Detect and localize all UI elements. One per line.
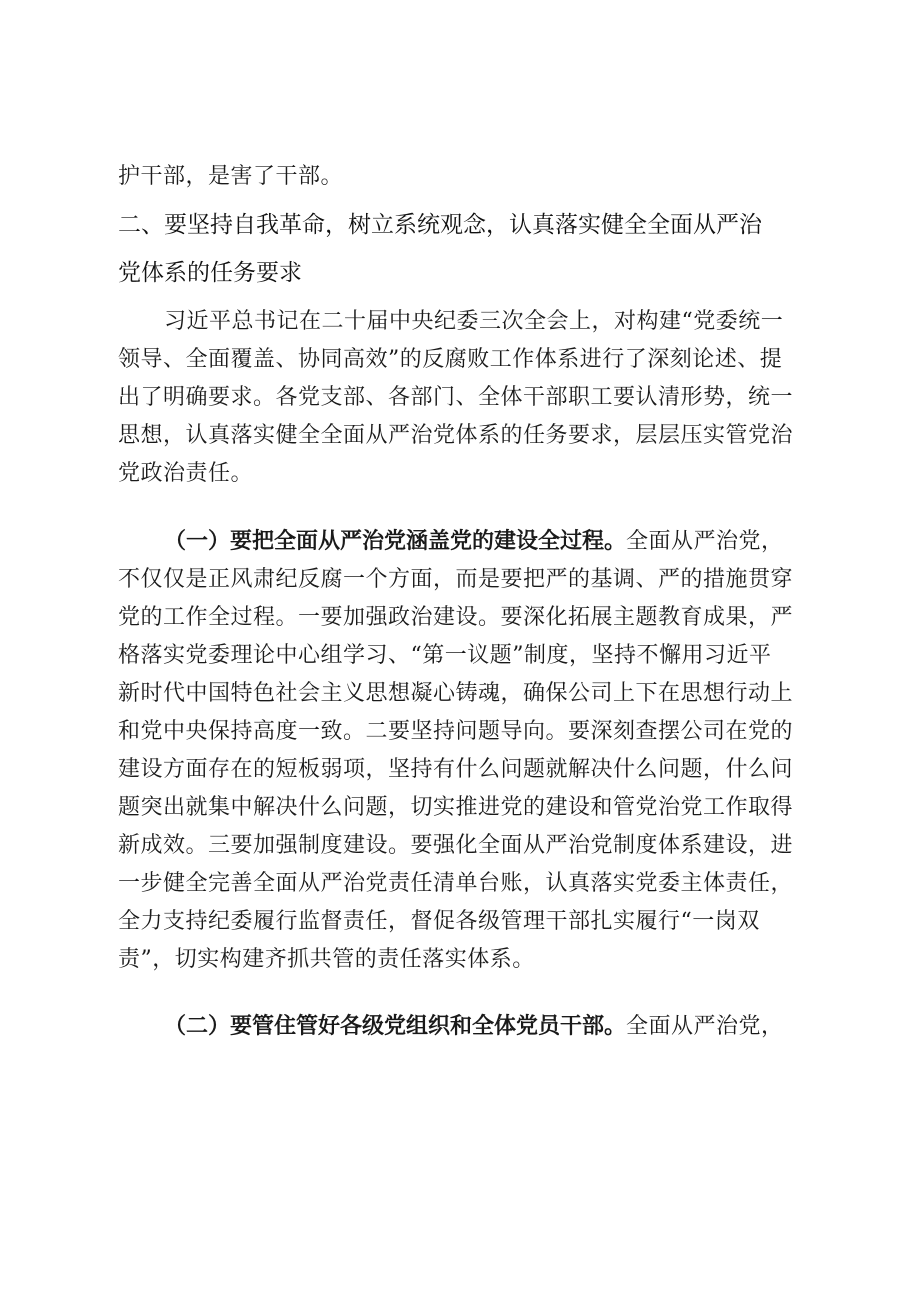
paragraph-line: 领导、全面覆盖、协同高效”的反腐败工作体系进行了深刻论述、提: [118, 347, 783, 372]
paragraph-line: [164, 1012, 844, 1042]
paragraph-line: 新成效。三要加强制度建设。要强化全面从严治党制度体系建设，进: [118, 833, 794, 858]
paragraph-line: 不仅仅是正风肃纪反腐一个方面，而是要把严的基调、严的措施贯穿: [118, 567, 794, 592]
section-heading-line: 二、要坚持自我革命，树立系统观念，认真落实健全全面从严治: [118, 212, 762, 238]
paragraph-line: 护干部，是害了干部。: [118, 164, 344, 189]
paragraph-line: 一步健全完善全面从严治党责任清单台账，认真落实党委主体责任，: [118, 871, 794, 896]
paragraph-line: 责”，切实构建齐抓共管的责任落实体系。: [118, 947, 535, 972]
paragraph-line: 和党中央保持高度一致。二要坚持问题导向。要深刻查摆公司在党的: [118, 719, 794, 744]
paragraph-line: 新时代中国特色社会主义思想凝心铸魂，确保公司上下在思想行动上: [118, 681, 794, 706]
section-heading-line: 党体系的任务要求: [118, 260, 302, 286]
paragraph-line: 格落实党委理论中心组学习、“第一议题”制度，坚持不懈用习近平: [118, 643, 772, 668]
subsection-title: （二）要管住管好各级党组织和全体党员干部。: [164, 1014, 627, 1039]
paragraph-text: 全面从严治党，: [626, 529, 784, 554]
paragraph-line: 党政治责任。: [118, 461, 254, 486]
paragraph-line: 党的工作全过程。一要加强政治建设。要深化拓展主题教育成果，严: [118, 605, 794, 630]
paragraph-line: 习近平总书记在二十届中央纪委三次全会上，对构建“党委统一: [164, 309, 784, 334]
paragraph-line: 题突出就集中解决什么问题，切实推进党的建设和管党治党工作取得: [118, 795, 794, 820]
paragraph-line: 出了明确要求。各党支部、各部门、全体干部职工要认清形势，统一: [118, 385, 794, 410]
subsection-title: （一）要把全面从严治党涵盖党的建设全过程。: [164, 529, 627, 554]
paragraph-line: 全力支持纪委履行监督责任，督促各级管理干部扎实履行“一岗双: [118, 909, 760, 934]
paragraph-line: [164, 527, 844, 557]
paragraph-line: 思想，认真落实健全全面从严治党体系的任务要求，层层压实管党治: [118, 423, 794, 448]
paragraph-text: 全面从严治党，: [626, 1014, 784, 1039]
paragraph-line: 建设方面存在的短板弱项，坚持有什么问题就解决什么问题，什么问: [118, 757, 794, 782]
